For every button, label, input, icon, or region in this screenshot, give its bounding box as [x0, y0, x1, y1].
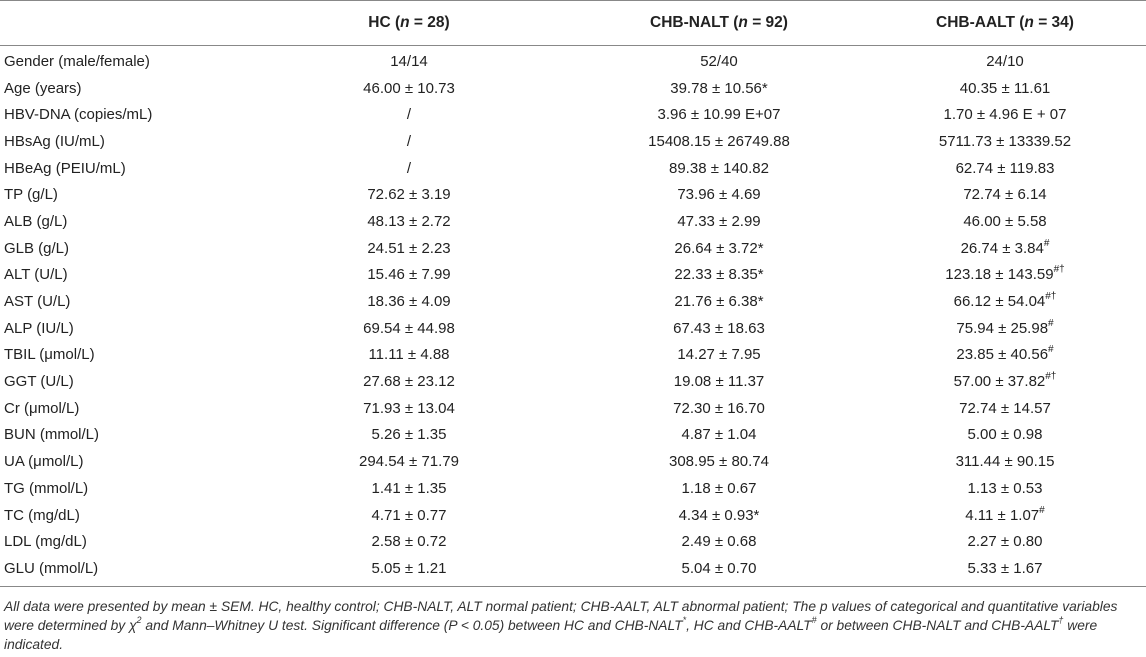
hc-value: 18.36 ± 4.09 [367, 293, 451, 311]
row-label: HBsAg (IU/mL) [4, 132, 105, 150]
table-row [0, 395, 1146, 422]
table-row [0, 315, 1146, 342]
chb-nalt-value: 5.04 ± 0.70 [681, 559, 757, 577]
hc-value: 15.46 ± 7.99 [367, 266, 451, 284]
hc-value: 69.54 ± 44.98 [363, 319, 455, 337]
table-row [0, 48, 1146, 75]
chb-aalt-value: 4.11 ± 1.07# [965, 504, 1045, 524]
table-row [0, 422, 1146, 449]
chb-nalt-value: 21.76 ± 6.38* [674, 293, 764, 311]
chb-nalt-value: 52/40 [700, 52, 738, 70]
row-label: UA (μmol/L) [4, 453, 84, 471]
aalt-significance-mark: # [1043, 237, 1050, 249]
table-row [0, 448, 1146, 475]
chb-nalt-value: 2.49 ± 0.68 [681, 533, 757, 551]
aalt-significance-mark: # [1048, 344, 1054, 356]
table-row [0, 128, 1146, 155]
hc-value: 46.00 ± 10.73 [363, 79, 455, 97]
hc-value: 4.71 ± 0.77 [371, 506, 447, 524]
chb-aalt-value: 66.12 ± 54.04#† [953, 291, 1057, 311]
row-label: TG (mmol/L) [4, 479, 89, 497]
row-label: Age (years) [4, 79, 82, 97]
row-label: ALP (IU/L) [4, 319, 74, 337]
hc-value: / [406, 106, 412, 124]
hc-value: 1.41 ± 1.35 [371, 479, 447, 497]
row-label: GGT (U/L) [4, 373, 74, 391]
chb-nalt-value: 4.34 ± 0.93* [678, 506, 760, 524]
row-label: Gender (male/female) [4, 52, 150, 70]
row-label: TC (mg/dL) [4, 506, 80, 524]
table-header-row [0, 1, 1146, 45]
aalt-significance-mark: #† [1045, 371, 1057, 383]
chb-nalt-value: 89.38 ± 140.82 [669, 159, 769, 177]
table-row [0, 155, 1146, 182]
table-row [0, 101, 1146, 128]
table-row [0, 288, 1146, 315]
table-row [0, 502, 1146, 529]
chb-aalt-value: 26.74 ± 3.84# [960, 237, 1050, 257]
chb-nalt-value: 72.30 ± 16.70 [673, 399, 765, 417]
hc-value: 5.05 ± 1.21 [371, 559, 447, 577]
header-chb-aalt: CHB-AALT (n = 34) [936, 14, 1074, 31]
hc-value: / [406, 159, 412, 177]
hc-value: 11.11 ± 4.88 [368, 346, 450, 364]
chb-aalt-value: 23.85 ± 40.56# [956, 344, 1054, 364]
table-row [0, 342, 1146, 369]
chb-aalt-value: 123.18 ± 143.59#† [945, 264, 1065, 284]
row-label: AST (U/L) [4, 293, 71, 311]
table-row [0, 528, 1146, 555]
row-label: TBIL (μmol/L) [4, 346, 95, 364]
hc-value: 48.13 ± 2.72 [367, 212, 451, 230]
row-label: HBeAg (PEIU/mL) [4, 159, 126, 177]
chb-aalt-value: 311.44 ± 90.15 [955, 453, 1055, 471]
hc-value: 71.93 ± 13.04 [363, 399, 455, 417]
chb-nalt-value: 14.27 ± 7.95 [677, 346, 761, 364]
chb-nalt-value: 1.18 ± 0.67 [681, 479, 757, 497]
table-body [0, 46, 1146, 586]
chb-nalt-value: 67.43 ± 18.63 [673, 319, 765, 337]
chb-aalt-value: 75.94 ± 25.98# [956, 317, 1054, 337]
hc-value: 5.26 ± 1.35 [371, 426, 447, 444]
aalt-significance-mark: # [1048, 317, 1054, 329]
chb-aalt-value: 46.00 ± 5.58 [963, 212, 1047, 230]
table-row [0, 555, 1146, 582]
hc-value: 14/14 [390, 52, 428, 70]
hc-value: 72.62 ± 3.19 [367, 186, 451, 204]
table-row [0, 208, 1146, 235]
chb-aalt-value: 72.74 ± 14.57 [959, 399, 1051, 417]
header-hc: HC (n = 28) [368, 14, 450, 31]
chb-nalt-value: 47.33 ± 2.99 [677, 212, 761, 230]
chb-aalt-value: 5.00 ± 0.98 [967, 426, 1043, 444]
aalt-significance-mark: # [1039, 504, 1045, 516]
table-row [0, 368, 1146, 395]
chb-aalt-value: 5711.73 ± 13339.52 [938, 132, 1072, 150]
row-label: TP (g/L) [4, 186, 58, 204]
chb-aalt-value: 62.74 ± 119.83 [955, 159, 1055, 177]
table-row [0, 75, 1146, 102]
hc-value: 24.51 ± 2.23 [367, 239, 451, 257]
row-label: ALB (g/L) [4, 212, 68, 230]
chb-aalt-value: 72.74 ± 6.14 [963, 186, 1047, 204]
chb-aalt-value: 24/10 [986, 52, 1024, 70]
chb-nalt-value: 15408.15 ± 26749.88 [648, 132, 790, 150]
row-label: GLB (g/L) [4, 239, 70, 257]
hc-value: 2.58 ± 0.72 [371, 533, 447, 551]
hc-value: / [406, 132, 412, 150]
chb-nalt-value: 308.95 ± 80.74 [669, 453, 769, 471]
table-row [0, 262, 1146, 289]
chb-nalt-value: 26.64 ± 3.72* [674, 239, 764, 257]
chb-nalt-value: 4.87 ± 1.04 [681, 426, 757, 444]
chb-aalt-value: 40.35 ± 11.61 [959, 79, 1051, 97]
chb-nalt-value: 22.33 ± 8.35* [674, 266, 764, 284]
chb-nalt-value: 39.78 ± 10.56* [670, 79, 768, 97]
hc-value: 294.54 ± 71.79 [359, 453, 459, 471]
hc-value: 27.68 ± 23.12 [363, 373, 455, 391]
chb-aalt-value: 57.00 ± 37.82#† [953, 371, 1057, 391]
chb-aalt-value: 1.13 ± 0.53 [967, 479, 1043, 497]
table-row [0, 475, 1146, 502]
row-label: HBV-DNA (copies/mL) [4, 106, 153, 124]
aalt-significance-mark: #† [1045, 291, 1057, 303]
table-footnote: All data were presented by mean ± SEM. HC, healthy control; CHB-NALT, ALT normal patient; CHB-AALT, ALT abnormal patient; The p values of categorical and quantitative variables were determined by $\chi^2$ and Mann–Whitney U test. Significant difference (P < 0.05) between HC and CHB-NALT*, HC and CHB-AALT# or between CHB-NALT and CHB-AALT† were indicated. [4, 598, 1118, 652]
row-label: LDL (mg/dL) [4, 533, 87, 551]
row-label: BUN (mmol/L) [4, 426, 100, 444]
chb-aalt-value: 5.33 ± 1.67 [967, 559, 1043, 577]
row-label: ALT (U/L) [4, 266, 68, 284]
chb-nalt-value: 73.96 ± 4.69 [677, 186, 761, 204]
chb-nalt-value: 19.08 ± 11.37 [673, 373, 765, 391]
aalt-significance-mark: #† [1053, 264, 1065, 276]
chb-aalt-value: 1.70 ± 4.96 E + 07 [943, 106, 1067, 124]
chb-aalt-value: 2.27 ± 0.80 [967, 533, 1043, 551]
row-label: Cr (μmol/L) [4, 399, 80, 417]
table-row [0, 235, 1146, 262]
table-row [0, 181, 1146, 208]
header-chb-nalt: CHB-NALT (n = 92) [650, 14, 788, 31]
row-label: GLU (mmol/L) [4, 559, 99, 577]
chb-nalt-value: 3.96 ± 10.99 E+07 [657, 106, 781, 124]
